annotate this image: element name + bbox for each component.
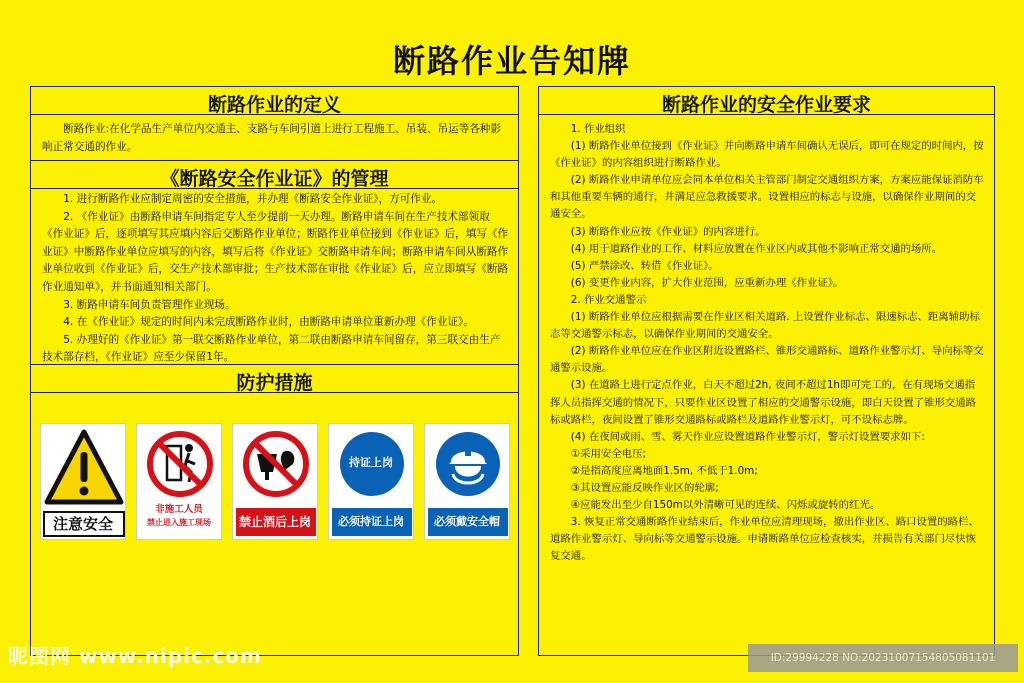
sign-caution	[40, 423, 126, 540]
divider	[30, 188, 519, 189]
sign-label: 必须戴安全帽	[434, 515, 500, 528]
definition-heading: 断路作业的定义	[207, 94, 341, 116]
watermark-id: ID:29994228 NO:20231007154805081101	[748, 644, 1018, 672]
management-list	[42, 191, 510, 367]
divider	[30, 160, 519, 161]
requirement-line: (4) 在夜间或雨、雪、雾天作业应设置道路作业警示灯，警示灯设置要求如下:	[570, 430, 925, 443]
management-item: 3. 断路申请车间负责管理作业现场。	[63, 298, 236, 311]
requirement-line: (3) 在道路上进行定点作业，白天不超过2h, 夜间不超过1h即可完工的，在有现场交通指挥人员指挥交通的情况下，只要作业区设置了相应的交通警示设施，即白天设置了锥形交通路标或路栏，夜间设置了锥形交通路标或路栏及道路作业警示灯，可不设标志牌。	[550, 379, 977, 426]
sign-inner-text: 持证上岗	[349, 456, 393, 469]
requirement-line: (3) 断路作业应按《作业证》的内容进行。	[570, 225, 766, 238]
management-item: 4. 在《作业证》规定的时间内未完成断路作业时，由断路申请单位重新办理《作业证》。	[63, 316, 474, 329]
sign-label: 非施工人员	[155, 504, 203, 515]
requirement-line: ①采用安全电压;	[570, 447, 646, 460]
sign-label: 禁止进入施工现场	[147, 518, 211, 527]
requirement-line: ③其设置应能反映作业区的轮廓;	[570, 481, 719, 494]
requirement-line: (1) 断路作业单位应根据需要在作业区相关道路. 上设置作业标志、限速标志、距离辅助标志等交通警示标志，以确保作业期间的交通安全。	[550, 311, 980, 341]
requirements-list	[550, 121, 984, 565]
definition-paragraph: 断路作业:在化学品生产单位内交通主、支路与车间引道上进行工程施工、吊装、吊运等各种影响正常交通的作业。	[42, 123, 502, 153]
management-item: 5. 办理好的《作业证》第一联交断路作业单位，第二联由断路申请车间留存，第三联交由生产技术部存档，《作业证》应至少保留1年。	[42, 333, 501, 364]
requirement-line: (4) 用于道路作业的工作、材料应放置在作业区内或其他不影响正常交通的场所。	[570, 242, 943, 255]
sign-no-alcohol	[232, 423, 318, 540]
sign-label: 注意安全	[52, 515, 113, 533]
divider	[538, 114, 995, 115]
requirement-line: (1) 断路作业单位接到《作业证》并向断路申请车间确认无误后，即可在规定的时间内，按《作业证》的内容组织进行断路作业。	[550, 140, 984, 170]
sign-no-entry	[136, 423, 222, 540]
sign-helmet	[424, 423, 510, 540]
requirement-line: (2) 断路作业申请单位应会同本单位相关主管部门制定交通组织方案，方案应能保证消防车和其他重要车辆的通行，并满足应急救援要求。设置相应的标志与设施，以确保作业期间的交通安全。	[550, 174, 984, 221]
sign-certificate	[328, 423, 414, 540]
protection-heading: 防护措施	[236, 372, 313, 394]
sign-label: 必须持证上岗	[338, 515, 404, 528]
requirement-line: (2) 断路作业单位应在作业区附近设置路栏、锥形交通路标、道路作业警示灯、导向标等交通警示设施。	[550, 345, 984, 375]
sign-label: 禁止酒后上岗	[238, 515, 311, 529]
requirement-line: ④应能发出至少自150m以外清晰可见的连续、闪烁或旋转的红光。	[570, 499, 881, 512]
requirement-line: (6) 变更作业内容，扩大作业范围，应重新办理《作业证》。	[570, 276, 844, 289]
requirement-line: 2. 作业交通警示	[570, 293, 647, 306]
safety-signs	[40, 423, 510, 540]
requirements-heading: 断路作业的安全作业要求	[661, 94, 871, 116]
management-heading: 《断路安全作业证》的管理	[160, 168, 389, 190]
requirement-line: 3. 恢复正常交通断路作业结束后，作业单位应清理现场，撤出作业区、路口设置的路栏、道路作业警示灯、导向标等交通警示设施。申请断路单位应检查核实，并损告有关部门尽快恢复交通。	[550, 516, 979, 563]
requirement-line: ②是指高度应离地面1.5m, 不低于1.0m;	[570, 464, 758, 477]
management-item: 1. 进行断路作业应制定周密的安全措施，并办理《断路安全作业证》，方可作业。	[63, 193, 443, 205]
divider	[30, 392, 519, 393]
requirement-line: 1. 作业组织	[570, 123, 626, 135]
watermark-logo: 昵图网 www.nipic.com	[8, 644, 262, 668]
management-item: 2. 《作业证》由断路申请车间指定专人至少提前一天办理。断路申请车间在生产技术部领取《作业证》后，逐项填写其应填内容后交断路作业单位；断路作业单位接到《作业证》后，填写《作业证》中断路作业单位应填写的内容，填写后将《作业证》交断路申请车间；断路申请车间从断路作业单位收到《作业证》后，交生产技术部审批；生产技术部在审批《作业证》后，应立即填写《断路作业通知单》，并书面通知相关部门。	[42, 210, 509, 293]
page-title: 断路作业告知牌	[392, 42, 631, 80]
requirement-line: (5) 严禁涂改、转借《作业证》。	[570, 259, 719, 272]
definition-text	[42, 121, 510, 156]
divider	[30, 114, 519, 115]
divider	[30, 364, 519, 365]
